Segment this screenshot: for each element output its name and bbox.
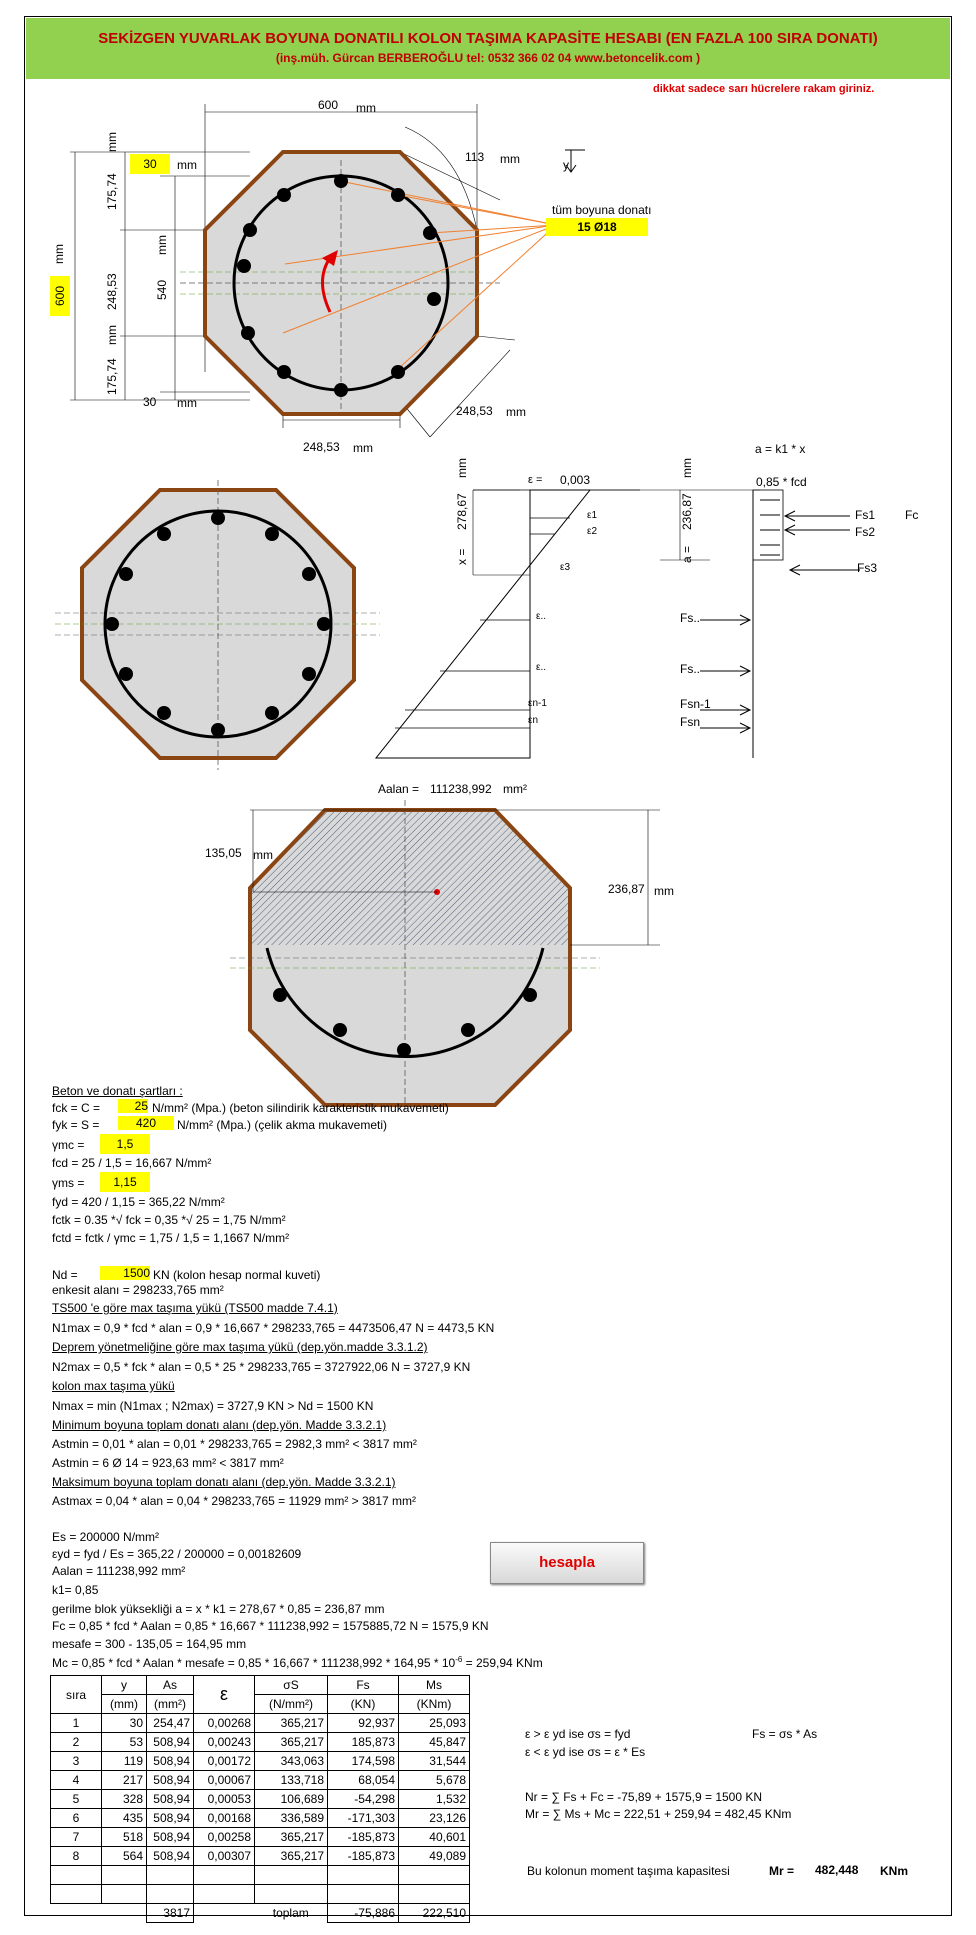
cover-top-unit: mm [177, 158, 197, 172]
height-value: 600 [53, 285, 67, 306]
fig1-width: 600 [318, 98, 339, 112]
x-unit: mm [455, 458, 469, 478]
unit-as: (mm²) [147, 1695, 194, 1714]
a-label: a = [680, 545, 694, 563]
unit-ms: (KNm) [399, 1695, 470, 1714]
mc-exponent: -6 [455, 1655, 463, 1664]
total-label: toplam [272, 1906, 309, 1921]
table-cell: 336,589 [255, 1809, 328, 1828]
table-cell: 0,00053 [194, 1790, 255, 1809]
table-cell: 119 [102, 1752, 147, 1771]
x-value: 278,67 [455, 493, 469, 530]
table-cell: 7 [51, 1828, 102, 1847]
dist-2-unit: mm [654, 884, 674, 898]
table-row [51, 1847, 470, 1866]
table-cell: 68,054 [328, 1771, 399, 1790]
table-cell: 435 [102, 1809, 147, 1828]
table-cell: 185,873 [328, 1733, 399, 1752]
fs2-label: Fs2 [855, 525, 876, 539]
fsdots2-label: Fs.. [680, 662, 700, 676]
mc-formula: Mc = 0,85 * fcd * Aalan * mesafe = 0,85 * 16,667 * 111238,992 * 164,95 * 10 [52, 1656, 456, 1670]
unit-y: (mm) [102, 1695, 147, 1714]
table-cell: 40,601 [399, 1828, 470, 1847]
bevel-value: 113 [465, 150, 485, 164]
a-unit: mm [680, 458, 694, 478]
dist-1-unit: mm [253, 848, 273, 862]
eps-value: 0,003 [560, 473, 591, 487]
eps-label: ε = [528, 474, 543, 486]
fig1-width-unit: mm [356, 101, 376, 115]
en1-label: εn-1 [528, 698, 547, 709]
th-sira: sıra [51, 1676, 102, 1714]
mesafe-line: mesafe = 300 - 135,05 = 164,95 mm [52, 1637, 247, 1651]
aalan-unit: mm² [503, 782, 527, 796]
table-cell: 0,00268 [194, 1714, 255, 1733]
hesapla-button[interactable]: hesapla [490, 1542, 644, 1584]
table-cell: 508,94 [147, 1790, 194, 1809]
table-cell: 365,217 [255, 1714, 328, 1733]
side-diag: 248,53 [456, 404, 493, 418]
mr-line: Mr = ∑ Ms + Mc = 222,51 + 259,94 = 482,45 KNm [525, 1807, 792, 1821]
fyk-input[interactable]: 420 [118, 1116, 174, 1130]
table-unit-row [51, 1695, 470, 1714]
conditions-heading: Beton ve donatı şartları : [52, 1084, 183, 1098]
inner-value: 540 [155, 279, 169, 300]
nd-label: Nd = [52, 1268, 78, 1282]
fsn-label: Fsn [680, 715, 701, 729]
th-fs: Fs [328, 1676, 399, 1695]
table-cell: 217 [102, 1771, 147, 1790]
mc-result: = 259,94 KNm [465, 1656, 543, 1670]
table-cell: 0,00258 [194, 1828, 255, 1847]
astmax-line: Astmax = 0,04 * alan = 0,04 * 298233,765 = 11929 mm² > 3817 mm² [52, 1494, 417, 1508]
gmc-label: γmc = [52, 1138, 85, 1152]
table-cell: -171,303 [328, 1809, 399, 1828]
table-header-row [51, 1676, 470, 1695]
rule-1: ε > ε yd ise σs = fyd [525, 1727, 631, 1741]
figure-3-section [230, 800, 660, 1110]
table-row [51, 1790, 470, 1809]
table-cell: 508,94 [147, 1733, 194, 1752]
table-row [51, 1809, 470, 1828]
total-fs: -75,886 [328, 1904, 399, 1923]
nmax-line: Nmax = min (N1max ; N2max) = 3727,9 KN > Nd = 1500 KN [52, 1399, 374, 1413]
nr-line: Nr = ∑ Fs + Fc = -75,89 + 1575,9 = 1500 KN [525, 1790, 763, 1804]
input-notice: dikkat sadece sarı hücrelere rakam giriniz. [653, 83, 875, 95]
table-total-row [51, 1904, 470, 1923]
fyk-label: fyk = S = [52, 1118, 100, 1132]
gmc-input[interactable]: 1,5 [100, 1134, 150, 1154]
fs3-label: Fs3 [857, 561, 878, 575]
table-cell: 0,00172 [194, 1752, 255, 1771]
all-rebars-value: 15 Ø18 [546, 218, 648, 236]
table-cell: 508,94 [147, 1809, 194, 1828]
cover-top-input[interactable]: 30 [130, 154, 170, 174]
unit-fs: (KN) [328, 1695, 399, 1714]
table-empty-row [51, 1866, 470, 1885]
mc-line [52, 1655, 543, 1670]
table-cell: 0,00067 [194, 1771, 255, 1790]
mr-result-label: Mr = [769, 1864, 795, 1878]
table-cell: 6 [51, 1809, 102, 1828]
th-as: As [147, 1676, 194, 1695]
a-value: 236,87 [680, 493, 694, 530]
table-body [51, 1714, 470, 1866]
side-diag-unit: mm [506, 405, 526, 419]
table-cell: 1,532 [399, 1790, 470, 1809]
fctk-line: fctk = 0.35 *√ fck = 0,35 *√ 25 = 1,75 N/mm² [52, 1213, 286, 1227]
table-cell: 92,937 [328, 1714, 399, 1733]
fcd-line: fcd = 25 / 1,5 = 16,667 N/mm² [52, 1156, 212, 1170]
table-cell: 5,678 [399, 1771, 470, 1790]
edots2-label: ε.. [536, 662, 547, 673]
fck-label: fck = C = [52, 1101, 101, 1115]
table-cell: 133,718 [255, 1771, 328, 1790]
fs-formula: Fs = σs * As [752, 1727, 818, 1741]
table-cell: 365,217 [255, 1847, 328, 1866]
cover-bottom-unit: mm [177, 396, 197, 410]
unit-sigma: (N/mm²) [255, 1695, 328, 1714]
aalan-value: 111238,992 [430, 782, 492, 796]
table-cell: 23,126 [399, 1809, 470, 1828]
fyk-desc: N/mm² (Mpa.) (çelik akma mukavemeti) [177, 1118, 388, 1132]
k1-line: k1= 0,85 [52, 1583, 99, 1597]
table-cell: 508,94 [147, 1771, 194, 1790]
seg1-unit: mm [105, 132, 119, 152]
table-cell: 508,94 [147, 1847, 194, 1866]
th-ms: Ms [399, 1676, 470, 1695]
height-input[interactable] [50, 276, 70, 316]
table-cell: 365,217 [255, 1828, 328, 1847]
edots1-label: ε.. [536, 611, 547, 622]
fck-desc: N/mm² (Mpa.) (beton silindirik karakteristik mukavemeti) [152, 1101, 449, 1115]
mr-result-value: 482,448 [815, 1863, 859, 1877]
y-axis-label: y [563, 158, 569, 172]
table-cell: 3 [51, 1752, 102, 1771]
table-empty-row [51, 1885, 470, 1904]
author-line: (inş.müh. Gürcan BERBEROĞLU tel: 0532 366 02 04 www.betoncelik.com ) [275, 51, 701, 65]
aalan-line: Aalan = 111238,992 mm² [52, 1564, 186, 1578]
th-sigma: σS [255, 1676, 328, 1695]
capacity-label: Bu kolonun moment taşıma kapasitesi [527, 1864, 730, 1878]
inner-unit: mm [155, 235, 169, 255]
fctd-line: fctd = fctk / γmc = 1,75 / 1,5 = 1,1667 N/mm² [52, 1231, 290, 1245]
table-row [51, 1752, 470, 1771]
table-cell: 31,544 [399, 1752, 470, 1771]
seg3-value: 175,74 [105, 358, 119, 395]
x-label: x = [455, 548, 469, 565]
table-cell: 343,063 [255, 1752, 328, 1771]
table-cell: 49,089 [399, 1847, 470, 1866]
table-cell: -185,873 [328, 1847, 399, 1866]
table-row [51, 1733, 470, 1752]
rule-2: ε < ε yd ise σs = ε * Es [525, 1745, 646, 1759]
table-cell: 4 [51, 1771, 102, 1790]
ts500-heading: TS500 'e göre max taşıma yükü (TS500 madde 7.4.1) [52, 1301, 338, 1315]
table-cell: 1 [51, 1714, 102, 1733]
seg2-value: 248,53 [105, 273, 119, 310]
table-cell: 25,093 [399, 1714, 470, 1733]
table-cell: 53 [102, 1733, 147, 1752]
side-bottom-unit: mm [353, 441, 373, 455]
table-row [51, 1771, 470, 1790]
total-ms: 222,510 [399, 1904, 470, 1923]
rebar-table [50, 1675, 470, 1923]
cover-bottom: 30 [143, 395, 157, 409]
table-cell: -185,873 [328, 1828, 399, 1847]
table-cell: 0,00243 [194, 1733, 255, 1752]
fs1-label: Fs1 [855, 508, 876, 522]
kolon-heading: kolon max taşıma yükü [52, 1379, 175, 1393]
min-heading: Minimum boyuna toplam donatı alanı (dep.yön. Madde 3.3.2.1) [52, 1418, 387, 1432]
table-cell: 0,00307 [194, 1847, 255, 1866]
table-cell: 328 [102, 1790, 147, 1809]
table-cell: 106,689 [255, 1790, 328, 1809]
gms-label: γms = [52, 1176, 85, 1190]
table-cell: 5 [51, 1790, 102, 1809]
nd-input[interactable]: 1500 [100, 1266, 150, 1280]
en-label: εn [528, 715, 539, 726]
side-bottom: 248,53 [303, 440, 340, 454]
table-row [51, 1714, 470, 1733]
fsn1-label: Fsn-1 [680, 697, 711, 711]
table-cell: 30 [102, 1714, 147, 1733]
fsdots1-label: Fs.. [680, 611, 700, 625]
total-as: 3817 [147, 1904, 194, 1923]
n1max-line: N1max = 0,9 * fcd * alan = 0,9 * 16,667 * 298233,765 = 4473506,47 N = 4473,5 KN [52, 1321, 495, 1335]
astmin-line-1: Astmin = 0,01 * alan = 0,01 * 298233,765 = 2982,3 mm² < 3817 mm² [52, 1437, 417, 1451]
page-title: SEKİZGEN YUVARLAK BOYUNA DONATILI KOLON TAŞIMA KAPASİTE HESABI (EN FAZLA 100 SIRA DONATI) [98, 30, 878, 47]
aalan-label: Aalan = [378, 782, 420, 796]
seg1-value: 175,74 [105, 173, 119, 210]
es-line: Es = 200000 N/mm² [52, 1530, 160, 1544]
gms-input[interactable]: 1,15 [100, 1172, 150, 1192]
table-cell: 45,847 [399, 1733, 470, 1752]
e1-label: ε1 [587, 510, 598, 521]
mr-result-unit: KNm [880, 1864, 909, 1878]
all-rebars-label: tüm boyuna donatı [552, 203, 652, 217]
table-row [51, 1828, 470, 1847]
table-cell: 0,00168 [194, 1809, 255, 1828]
height-unit: mm [52, 244, 66, 264]
table-cell: 518 [102, 1828, 147, 1847]
table-cell: 365,217 [255, 1733, 328, 1752]
astmin-line-2: Astmin = 6 Ø 14 = 923,63 mm² < 3817 mm² [52, 1456, 284, 1470]
table-cell: -54,298 [328, 1790, 399, 1809]
table-cell: 508,94 [147, 1752, 194, 1771]
seg2-unit: mm [105, 325, 119, 345]
block-line: gerilme blok yüksekliği a = x * k1 = 278,67 * 0,85 = 236,87 mm [52, 1602, 385, 1616]
nd-desc: KN (kolon hesap normal kuveti) [153, 1268, 321, 1282]
table-cell: 8 [51, 1847, 102, 1866]
table-cell: 2 [51, 1733, 102, 1752]
table-cell: 564 [102, 1847, 147, 1866]
a-formula: a = k1 * x [755, 442, 806, 456]
bevel-unit: mm [500, 152, 520, 166]
table-cell: 508,94 [147, 1828, 194, 1847]
dist-2: 236,87 [608, 882, 645, 896]
th-eps: ε [194, 1676, 255, 1714]
deprem-heading: Deprem yönetmeliğine göre max taşıma yükü (dep.yön.madde 3.3.1.2) [52, 1340, 428, 1354]
fyd-line: fyd = 420 / 1,15 = 365,22 N/mm² [52, 1195, 225, 1209]
eyd-line: εyd = fyd / Es = 365,22 / 200000 = 0,00182609 [52, 1547, 302, 1561]
fck-input[interactable]: 25 [118, 1099, 148, 1113]
max-heading: Maksimum boyuna toplam donatı alanı (dep.yön. Madde 3.3.2.1) [52, 1475, 396, 1489]
fc-label: Fc [905, 508, 919, 522]
th-y: y [102, 1676, 147, 1695]
area-line: enkesit alanı = 298233,765 mm² [52, 1283, 224, 1297]
n2max-line: N2max = 0,5 * fck * alan = 0,5 * 25 * 298233,765 = 3727922,06 N = 3727,9 KN [52, 1360, 471, 1374]
e2-label: ε2 [587, 526, 598, 537]
fcd-label: 0,85 * fcd [756, 475, 807, 489]
table-cell: 174,598 [328, 1752, 399, 1771]
dist-1: 135,05 [205, 846, 242, 860]
table-cell: 254,47 [147, 1714, 194, 1733]
e3-label: ε3 [560, 562, 571, 573]
fc-line: Fc = 0,85 * fcd * Aalan = 0,85 * 16,667 * 111238,992 = 1575885,72 N = 1575,9 KN [52, 1619, 489, 1633]
